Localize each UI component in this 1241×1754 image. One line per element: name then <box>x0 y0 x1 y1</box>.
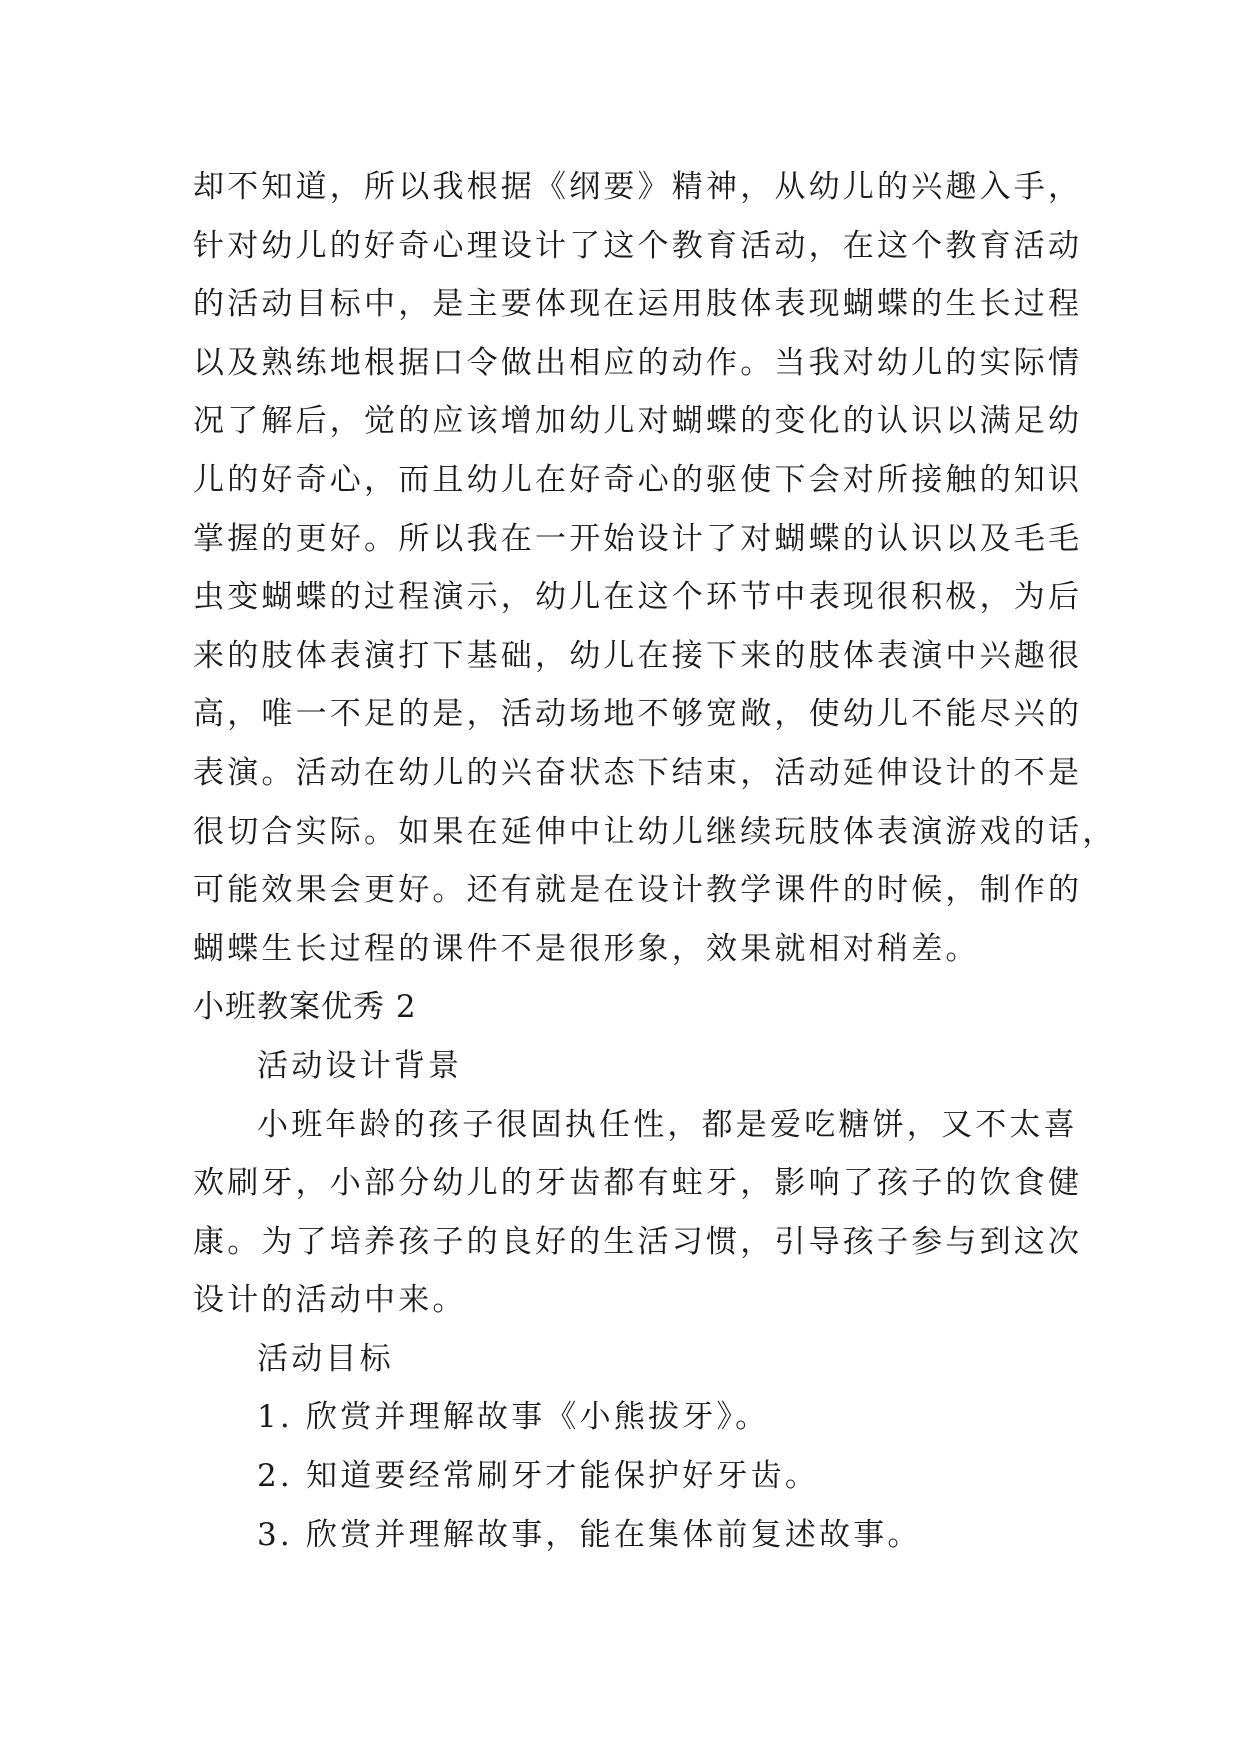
background-line: 设计的活动中来。 <box>193 1282 467 1319</box>
goal-item: 3. 欣赏并理解故事，能在集体前复述故事。 <box>257 1516 922 1553</box>
paragraph-line: 高，唯一不足的是，活动场地不够宽敞，使幼儿不能尽兴的 <box>193 696 1083 733</box>
paragraph-line: 可能效果会更好。还有就是在设计教学课件的时候，制作的 <box>193 872 1083 909</box>
paragraph-line: 针对幼儿的好奇心理设计了这个教育活动，在这个教育活动 <box>193 227 1083 264</box>
background-line: 小班年龄的孩子很固执任性，都是爱吃糖饼，又不太喜 <box>257 1106 1078 1143</box>
document-body <box>193 158 1117 1564</box>
goals-heading: 活动目标 <box>257 1340 394 1377</box>
goal-item: 1. 欣赏并理解故事《小熊拔牙》。 <box>257 1399 770 1436</box>
paragraph-line: 掌握的更好。所以我在一开始设计了对蝴蝶的认识以及毛毛 <box>193 520 1083 557</box>
background-line: 康。为了培养孩子的良好的生活习惯，引导孩子参与到这次 <box>193 1223 1083 1260</box>
paragraph-line: 很切合实际。如果在延伸中让幼儿继续玩肢体表演游戏的话， <box>193 813 1117 850</box>
paragraph-line: 况了解后，觉的应该增加幼儿对蝴蝶的变化的认识以满足幼 <box>193 403 1083 440</box>
background-line: 欢刷牙，小部分幼儿的牙齿都有蛀牙，影响了孩子的饮食健 <box>193 1165 1083 1202</box>
paragraph-line: 来的肢体表演打下基础，幼儿在接下来的肢体表演中兴趣很 <box>193 637 1083 674</box>
paragraph-line: 的活动目标中，是主要体现在运用肢体表现蝴蝶的生长过程 <box>193 286 1083 323</box>
background-heading: 活动设计背景 <box>257 1047 463 1084</box>
goal-item: 2. 知道要经常刷牙才能保护好牙齿。 <box>257 1458 820 1495</box>
paragraph-line: 表演。活动在幼儿的兴奋状态下结束，活动延伸设计的不是 <box>193 754 1083 791</box>
paragraph-line: 蝴蝶生长过程的课件不是很形象，效果就相对稍差。 <box>193 930 980 967</box>
paragraph-line: 却不知道，所以我根据《纲要》精神，从幼儿的兴趣入手， <box>193 169 1083 205</box>
paragraph-line: 儿的好奇心，而且幼儿在好奇心的驱使下会对所接触的知识 <box>193 461 1083 498</box>
section-title: 小班教案优秀 2 <box>193 989 417 1026</box>
paragraph-line: 以及熟练地根据口令做出相应的动作。当我对幼儿的实际情 <box>193 344 1083 381</box>
paragraph-line: 虫变蝴蝶的过程演示，幼儿在这个环节中表现很积极，为后 <box>193 579 1083 616</box>
